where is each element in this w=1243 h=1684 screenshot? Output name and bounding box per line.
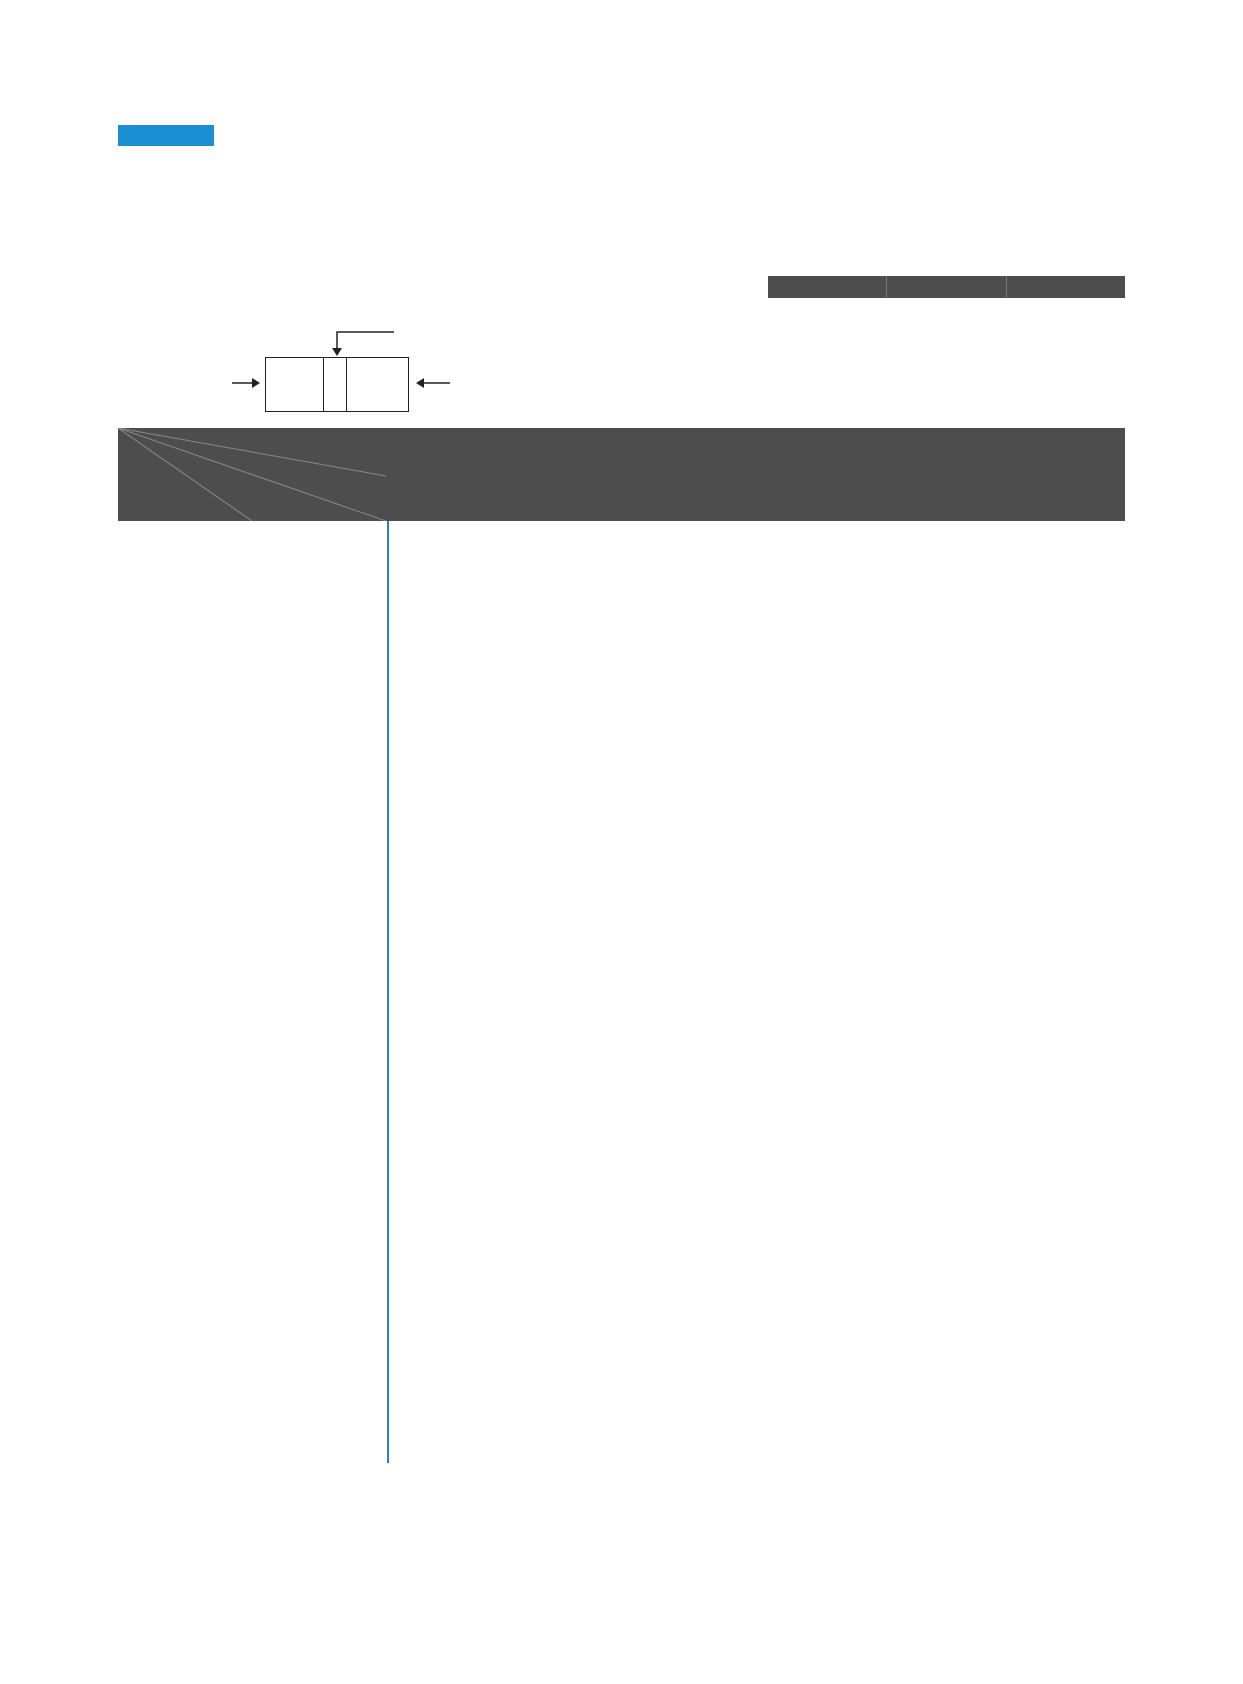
header-corner-diagonals [118, 428, 386, 521]
dimension-table [768, 276, 1125, 298]
breaker-outline [265, 357, 409, 412]
dim-header-inm [768, 276, 886, 298]
table-divider [387, 521, 389, 1463]
dim-header-b [1007, 276, 1125, 298]
dim-header-a [886, 276, 1007, 298]
accessory-table-header [118, 428, 1125, 521]
footer [118, 1574, 128, 1592]
